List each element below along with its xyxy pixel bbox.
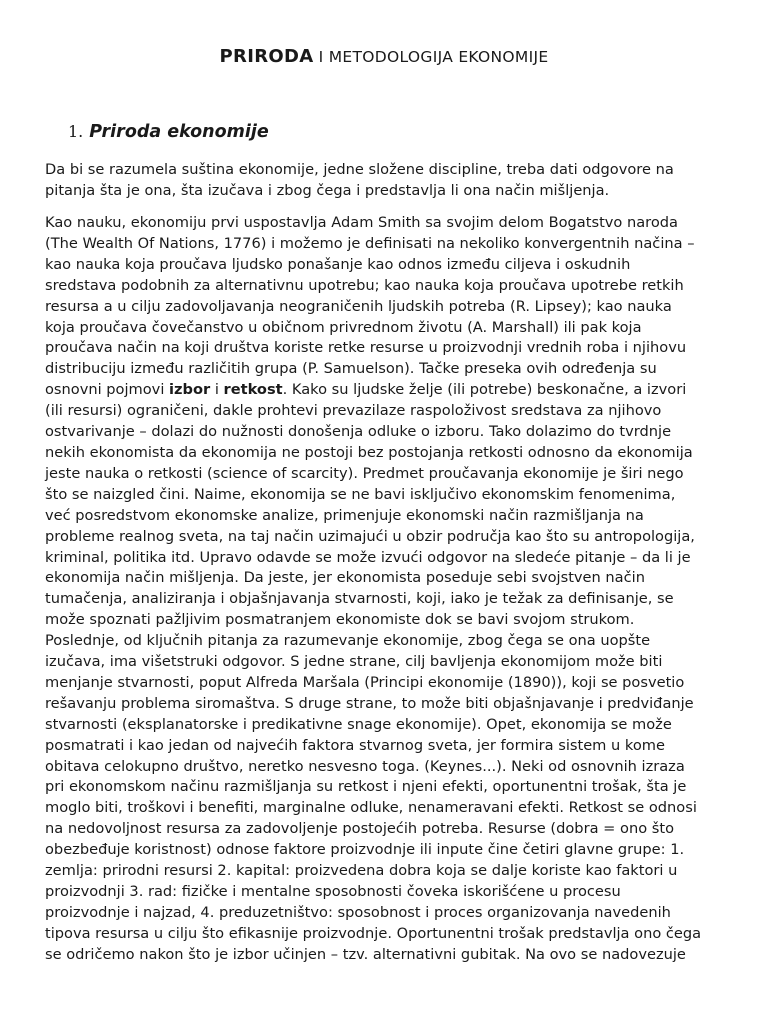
title-first-word: PRIRODA <box>219 46 314 67</box>
text-line: obezbeđuje koristnost) odnose faktore proizvodnje ili inpute čine četiri glavne grupe: 1. <box>45 841 685 859</box>
text-line: nekih ekonomista da ekonomija ne postoji bez postojanja retkosti odnosno da ekonomija <box>45 443 693 461</box>
text-line: kao nauka koja proučava ljudsko ponašanje kao odnos između ciljeva i oskudnih <box>45 255 631 273</box>
text-line: Da bi se razumela suština ekonomije, jedne složene discipline, treba dati odgovore na <box>45 161 674 178</box>
text-line: tipova resursa u cilju što efikasnije proizvodnje. Oportunentni trošak predstavlja ono čega <box>45 924 702 942</box>
text-line: jeste nauka o retkosti (science of scarcity). Predmet proučavanja ekonomije je širi nego <box>45 464 684 482</box>
text-line: izučava, ima višetstruki odgovor. S jedne strane, cilj bavljenja ekonomijom može biti <box>45 653 663 671</box>
text-line-keywords <box>45 380 727 401</box>
text-fragment: . Kako su ljudske želje (ili potrebe) beskonačne, a izvori <box>282 381 687 399</box>
text-line: ostvarivanje – dolazi do nužnosti donošenja odluke o izboru. Tako dolazimo do tvrdnje <box>45 423 672 441</box>
text-line: resursa a u cilju zadovoljavanja neograničenih ljudskih potreba (R. Lipsey); kao nauka <box>45 297 672 315</box>
document-title <box>0 46 768 67</box>
paragraph-main <box>45 213 727 966</box>
text-line: već posredstvom ekonomske analize, primenjuje ekonomski način razmišljanja na <box>45 506 644 524</box>
text-fragment: osnovni pojmovi <box>45 381 170 399</box>
keyword-retkost: retkost <box>223 381 283 399</box>
text-line: proizvodnji 3. rad: fizičke i mentalne sposobnosti čoveka iskorišćene u procesu <box>45 883 621 900</box>
text-line: koja proučava čovečanstvo u običnom privrednom životu (A. Marshall) ili pak koja <box>45 318 642 336</box>
section-title: Priroda ekonomije <box>89 122 269 142</box>
text-line: se odričemo nakon što je izbor učinjen – tzv. alternativni gubitak. Na ovo se nadovezuje <box>45 945 686 963</box>
text-line: može spoznati pažljivim posmatranjem ekonomiste dok se bavi svojom strukom. <box>45 611 635 629</box>
text-line: Kao nauku, ekonomiju prvi uspostavlja Adam Smith sa svojim delom Bogatstvo naroda <box>45 214 678 231</box>
text-line: (ili resursi) ograničeni, dakle prohtevi prevazilaze raspoloživost sredstava za njihovo <box>45 402 662 420</box>
text-line: menjanje stvarnosti, poput Alfreda Maršala (Principi ekonomije (1890)), koji se posvetio <box>45 673 685 691</box>
text-line: (The Wealth Of Nations, 1776) i možemo je definisati na nekoliko konvergentnih načina – <box>45 234 695 252</box>
text-line: moglo biti, troškovi i benefiti, marginalne odluke, nenameravani efekti. Retkost se odnosi <box>45 799 697 817</box>
text-line: proučava način na koji društva koriste retke resurse u proizvodnji vrednih roba i njihovu <box>45 339 687 357</box>
text-line: što se naizgled čini. Naime, ekonomija se ne bavi isključivo ekonomskim fenomenima, <box>45 485 676 503</box>
paragraph-intro <box>45 160 727 202</box>
text-line: rešavanju problema siromaštva. S druge strane, to može biti objašnjavanje i predviđanje <box>45 694 694 712</box>
text-line: na nedovoljnost resursa za zadovoljenje postojećih potreba. Resurse (dobra = ono što <box>45 820 675 838</box>
text-line: sredstava podobnih za alternativnu upotrebu; kao nauka koja proučava upotrebe retkih <box>45 276 684 294</box>
text-line: zemlja: prirodni resursi 2. kapital: proizvedena dobra koja se dalje koriste kao faktori u <box>45 862 678 880</box>
text-line: pitanja šta je ona, šta izučava i zbog čega i predstavlja li ona način mišljenja. <box>45 181 610 199</box>
text-line: pri ekonomskom načinu razmišljanja su retkost i njeni efekti, oportunentni trošak, šta je <box>45 778 687 796</box>
text-line: probleme realnog sveta, na taj način uzimajući u obzir područja kao što su antropologija, <box>45 527 695 545</box>
text-line: kriminal, politika itd. Upravo odavde se može izvući odgovor na sledeće pitanje – da li je <box>45 548 691 566</box>
text-line: distribuciju između različitih grupa (P. Samuelson). Tačke preseka ovih određenja su <box>45 360 657 378</box>
text-line: proizvodnje i najzad, 4. preduzetništvo: sposobnost i proces organizovanja navedenih <box>45 903 671 921</box>
text-line: posmatrati i kao jedan od najvećih faktora stvarnog sveta, jer formira sistem u kome <box>45 736 665 754</box>
text-line: Poslednje, od ključnih pitanja za razumevanje ekonomije, zbog čega se ona uopšte <box>45 632 651 650</box>
text-line: tumačenja, analiziranja i objašnjavanja stvarnosti, koji, iako je težak za definisanje, se <box>45 590 674 608</box>
text-line: obitava celokupno društvo, neretko nesvesno toga. (Keynes...). Neki od osnovnih izraza <box>45 757 685 775</box>
text-line: stvarnosti (eksplanatorske i predikativne snage ekonomije). Opet, ekonomija se može <box>45 715 672 733</box>
section-number: 1. <box>68 122 84 141</box>
section-heading <box>68 122 269 142</box>
text-line: ekonomija način mišljenja. Da jeste, jer ekonomista poseduje sebi svojstven način <box>45 569 645 587</box>
title-rest: I METODOLOGIJA EKONOMIJE <box>313 48 549 66</box>
text-fragment: i <box>210 381 224 399</box>
keyword-izbor: izbor <box>169 381 211 399</box>
